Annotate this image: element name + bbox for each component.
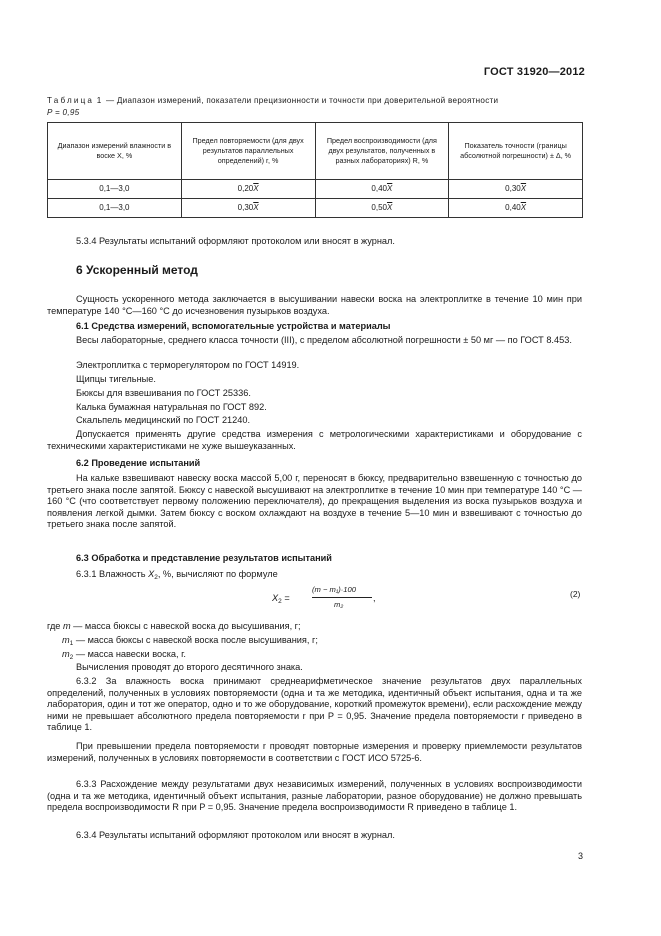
where-item: $m_1$ — масса бюксы с навеской воска после высушивания, г;	[62, 635, 318, 647]
equipment-item: Бюксы для взвешивания по ГОСТ 25336.	[76, 388, 251, 398]
where-item: $m_2$ — масса навески воска, г.	[62, 649, 186, 661]
formula-number: (2)	[570, 589, 581, 599]
table-header-row	[48, 123, 583, 180]
table-row	[48, 199, 583, 218]
standard-header: ГОСТ 31920—2012	[483, 66, 585, 78]
clause-6-3-1: 6.3.1 Влажность $X_2$, %, вычисляют по формуле	[76, 569, 278, 581]
clause-6-3-3: 6.3.3 Расхождение между результатами двух независимых измерений, полученных в условиях воспроизводимости (одна и та же методика, идентичный объект испытания, разные лаборатории, разное оборудование) не должно превышать предела воспроизводимости R при P = 0,95. Значение предела воспроизводимости R приведено в таблице 1.	[47, 779, 582, 813]
table-caption-text: — Диапазон измерений, показатели прецизионности и точности при доверительной вероятности	[103, 96, 499, 105]
section-6-title: 6 Ускоренный метод	[76, 263, 198, 277]
header-repeatability: Предел повторяемости (для двух результатов параллельных определений) r, %	[181, 123, 315, 180]
table-caption-label: Таблица	[47, 96, 95, 105]
clause-5-3-4: 5.3.4 Результаты испытаний оформляют протоколом или вносят в журнал.	[76, 236, 395, 246]
equipment-item: Допускается применять другие средства измерения с метрологическими характеристиками и оборудование с техническими характеристиками не хуже вышеуказанных.	[47, 429, 582, 451]
table-caption	[47, 95, 583, 119]
fraction-bar	[312, 597, 372, 598]
cell-R: $0,50\overline{X}$	[315, 199, 449, 218]
precision-table	[47, 122, 583, 218]
cell-range: 0,1—3,0	[48, 180, 182, 199]
calc-precision: Вычисления проводят до второго десятичного знака.	[76, 662, 303, 672]
equipment-item: Скальпель медицинский по ГОСТ 21240.	[76, 415, 251, 425]
header-accuracy: Показатель точности (границы абсолютной погрешности) ± Δ, %	[449, 123, 583, 180]
cell-delta: $0,30\overline{X}$	[449, 180, 583, 199]
table-row	[48, 180, 583, 199]
cell-delta: $0,40\overline{X}$	[449, 199, 583, 218]
equipment-item: Калька бумажная натуральная по ГОСТ 892.	[76, 402, 267, 412]
formula-denominator: m₂	[334, 600, 344, 609]
formula-2	[270, 584, 590, 612]
clause-6-3-2: 6.3.2 За влажность воска принимают среднеарифметическое значение результатов двух параллельных определений, полученных в условиях повторяемости (одна и та же методика, идентичный объект испытания, одна и та же лаборатория, один и тот же оператор, одно и то же оборудование, короткий промежуток времени), если расхождение между ними не превышает абсолютного предела повторяемости r при P = 0,95. Значение предела повторяемости r приведено в таблице 1.	[47, 676, 582, 733]
cell-R: $0,40\overline{X}$	[315, 180, 449, 199]
section-6-3-title: 6.3 Обработка и представление результатов испытаний	[76, 553, 332, 563]
table-caption-probability: P = 0,95	[47, 108, 80, 117]
formula-end: ,	[373, 593, 376, 603]
clause-6-3-4: 6.3.4 Результаты испытаний оформляют протоколом или вносят в журнал.	[76, 830, 395, 840]
method-essence: Сущность ускоренного метода заключается в высушивании навески воска на электроплитке в течение 10 мин при температуре 140 °C—160 °C до исчезновения пузырьков воздуха.	[47, 294, 582, 316]
cell-r: $0,20\overline{X}$	[181, 180, 315, 199]
table-caption-number: 1	[96, 96, 104, 105]
page-number: 3	[577, 851, 583, 861]
equipment-item: Весы лабораторные, среднего класса точности (III), с пределом абсолютной погрешности ± 50 мг — по ГОСТ 8.453.	[76, 335, 572, 345]
header-range: Диапазон измерений влажности в воске X, %	[48, 123, 182, 180]
formula-numerator: (m − m₁)·100	[312, 585, 356, 594]
where-item: где m — масса бюксы с навеской воска до высушивания, г;	[47, 621, 301, 631]
clause-6-3-2-repeat: При превышении предела повторяемости r проводят повторные измерения и проверку приемлемости результатов измерений, полученных в условиях повторяемости в соответствии с ГОСТ ИСО 5725-6.	[47, 741, 582, 763]
equipment-item: Электроплитка с терморегулятором по ГОСТ 14919.	[76, 360, 300, 370]
cell-range: 0,1—3,0	[48, 199, 182, 218]
section-6-1-title: 6.1 Средства измерений, вспомогательные устройства и материалы	[76, 321, 391, 331]
header-reproducibility: Предел воспроизводимости (для двух результатов, полученных в разных лабораториях) R, %	[315, 123, 449, 180]
testing-procedure: На кальке взвешивают навеску воска массой 5,00 г, переносят в бюксу, предварительно взвешенную с точностью до третьего знака после запятой. Бюксу с навеской высушивают на электроплитке в течение 10 мин при температуре 140 °C — 160 °C (что соответствует первому положению переключателя), до прекращения выделения из воска пузырьков воздуха и появления легкой дымки. Затем бюксу с воском охлаждают на воздухе в течение 5—10 мин и взвешивают с точностью до третьего знака после запятой.	[47, 473, 582, 530]
cell-r: $0,30\overline{X}$	[181, 199, 315, 218]
section-6-2-title: 6.2 Проведение испытаний	[76, 458, 201, 468]
equipment-item: Щипцы тигельные.	[76, 374, 156, 384]
formula-lhs: $X_2$ =	[272, 593, 290, 605]
